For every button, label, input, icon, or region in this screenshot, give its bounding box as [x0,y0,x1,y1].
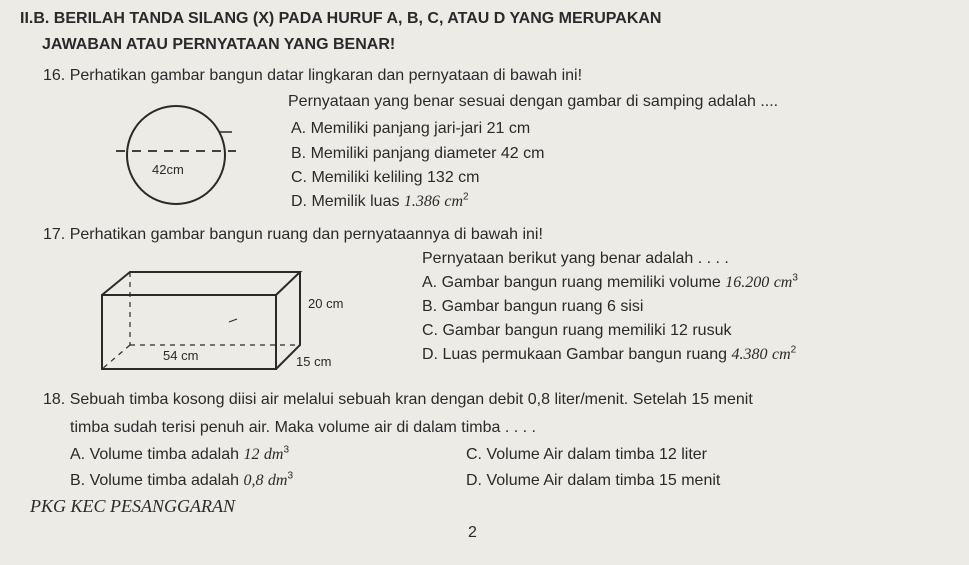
q18-option-a [70,446,289,464]
cuboid-top-edges [102,272,300,295]
q18-option-b-exp: 3 [287,470,294,482]
q16-option-d-value: 1.386 [403,193,440,210]
q16-option-d-text: D. Memilik luas [291,193,404,210]
q18-option-a-exp: 3 [283,444,290,456]
q17-prompt: Pernyataan berikut yang benar adalah . . . . [422,250,729,267]
q18-option-c: C. Volume Air dalam timba 12 liter [466,446,707,463]
q18-option-a-text: A. Volume timba adalah [70,446,244,463]
q16-option-b: B. Memiliki panjang diameter 42 cm [291,145,545,162]
q16-option-d-exp: 2 [463,191,469,203]
q17-option-a [422,274,798,292]
section-title-line1: II.B. BERILAH TANDA SILANG (X) PADA HURUF A, B, C, ATAU D YANG MERUPAKAN [20,10,662,27]
q16-option-c: C. Memiliki keliling 132 cm [291,169,480,186]
q18-option-a-value: 12 [243,446,260,463]
q18-line2: timba sudah terisi penuh air. Maka volume air di dalam timba . . . . [70,419,536,436]
q18-option-b-unit: dm [267,472,288,489]
cuboid-hidden-edge-diagonal [102,345,130,369]
q18-line1: 18. Sebuah timba kosong diisi air melalui sebuah kran dengan debit 0,8 liter/menit. Setelah 15 menit [43,391,753,408]
cuboid-height-label: 20 cm [308,296,344,311]
section-title-line2: JAWABAN ATAU PERNYATAAN YANG BENAR! [42,36,396,53]
page-number: 2 [468,524,477,541]
q16-option-d-unit: cm [444,193,464,210]
q17-option-a-value: 16.200 [725,274,770,291]
q18-option-b-value: 0,8 [243,472,264,489]
cuboid-length-label: 54 cm [163,348,199,363]
circle-figure [108,104,248,208]
q17-option-d-exp: 2 [790,344,797,356]
q18-option-b-text: B. Volume timba adalah [70,472,244,489]
q16-option-a: A. Memiliki panjang jari-jari 21 cm [291,120,531,137]
q17-option-a-text: A. Gambar bangun ruang memiliki volume [422,274,726,291]
q18-option-b [70,472,293,490]
q17-option-a-exp: 3 [792,272,798,284]
q16-question: 16. Perhatikan gambar bangun datar lingkaran dan pernyataan di bawah ini! [43,67,583,84]
circle-shape [127,106,225,204]
footer-org: PKG KEC PESANGGARAN [30,496,235,516]
q16-option-d [291,193,469,211]
q17-option-a-unit: cm [773,274,793,291]
q17-option-c: C. Gambar bangun ruang memiliki 12 rusuk [422,322,732,339]
cuboid-width-label: 15 cm [296,354,332,369]
q17-option-d-value: 4.380 [731,346,768,363]
q17-option-d-text: D. Luas permukaan Gambar bangun ruang [422,346,732,363]
q17-option-d-unit: cm [771,346,791,363]
cuboid-figure [90,264,355,376]
q16-prompt: Pernyataan yang benar sesuai dengan gambar di samping adalah .... [288,93,779,110]
q17-option-d [422,346,796,364]
circle-diameter-label: 42cm [152,162,184,177]
q17-question: 17. Perhatikan gambar bangun ruang dan pernyataannya di bawah ini! [43,226,543,243]
q18-option-a-unit: dm [263,446,284,463]
cuboid-center-mark [229,319,237,322]
q17-option-b: B. Gambar bangun ruang 6 sisi [422,298,644,315]
q18-option-d: D. Volume Air dalam timba 15 menit [466,472,721,489]
